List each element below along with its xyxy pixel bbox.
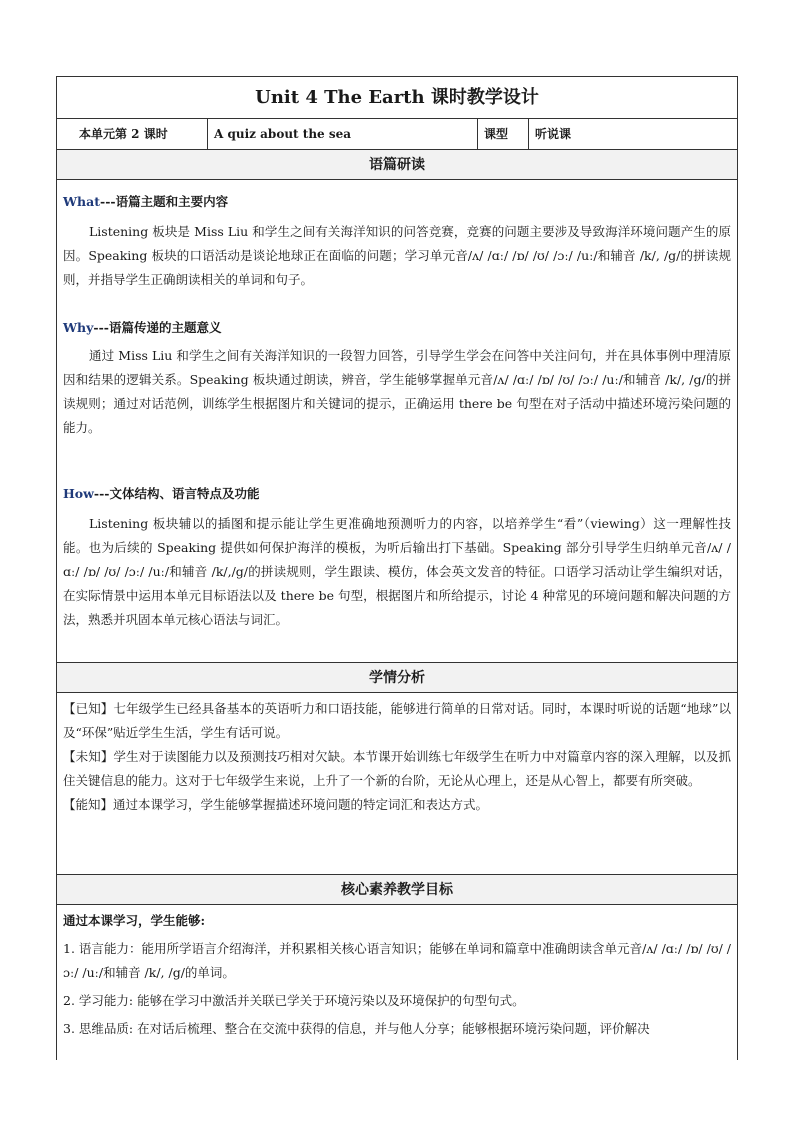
unknown-paragraph: 【未知】学生对于读图能力以及预测技巧相对欠缺。本节课开始训练七年级学生在听力中对篇章内容的深入理解，以及抓住关键信息的能力。这对于七年级学生来说，上升了一个新的台阶，无论从心理上，还是从心智上，都要有所突破。: [63, 749, 731, 788]
goal-item-1: 1. 语言能力：能用所学语言介绍海洋，并积累相关核心语言知识；能够在单词和篇章中准确朗读含单元音/ʌ/ /ɑː/ /ɒ/ /ʊ/ /ɔː/ /uː/和辅音 /k/, /g/的单词。: [63, 941, 731, 980]
section-heading-core-goals: 核心素养教学目标: [57, 875, 737, 905]
section-heading-text-study: 语篇研读: [57, 150, 737, 180]
text-study-body: [57, 180, 737, 663]
goal-item-2: 2. 学习能力: 能够在学习中激活并关联已学关于环境污染以及环境保护的句型句式。: [63, 993, 525, 1008]
able-paragraph: 【能知】通过本课学习，学生能够掌握描述环境问题的特定词汇和表达方式。: [63, 797, 489, 812]
goal-item-3: 3. 思维品质: 在对话后梳理、整合在交流中获得的信息，并与他人分享；能够根据环境污染问题，评价解决: [63, 1021, 650, 1036]
learner-analysis-body: [57, 693, 737, 875]
section-heading-learner-analysis: 学情分析: [57, 663, 737, 693]
why-paragraph: 通过 Miss Liu 和学生之间有关海洋知识的一段智力回答，引导学生学会在问答中关注问句，并在具体事例中理清原因和结果的逻辑关系。Speaking 板块通过朗读，辨音，学生能够掌握单元音/ʌ/ /ɑː/ /ɒ/ /ʊ/ /ɔː/ /uː/和辅音 /k/, /g/的拼读规则；通过对话范例，训练学生根据图片和关键词的提示，正确运用 there be 句型在对子活动中描述环境污染问题的能力。: [63, 348, 731, 435]
how-paragraph: Listening 板块辅以的插图和提示能让学生更准确地预测听力的内容，以培养学生“看”（viewing）这一理解性技能。也为后续的 Speaking 提供如何保护海洋的模板，为听后输出打下基础。Speaking 部分引导学生归纳单元音/ʌ/ /ɑː/ /ɒ/ /ʊ/ /ɔː/ /uː/和辅音 /k/,/g/的拼读规则，学生跟读、模仿，体会英文发音的特征。口语学习活动让学生编织对话，在实际情景中运用本单元目标语法以及 there be 句型，根据图片和所给提示，讨论 4 种常见的环境问题和解决问题的方法，熟悉并巩固本单元核心语法与词汇。: [63, 516, 731, 627]
meta-row: [57, 119, 737, 150]
what-subheading: What---语篇主题和主要内容: [63, 194, 229, 209]
core-goals-body: [57, 905, 737, 1060]
period-cell: 本单元第 2 课时: [57, 119, 208, 149]
known-paragraph: 【已知】七年级学生已经具备基本的英语听力和口语技能，能够进行简单的日常对话。同时，本课时听说的话题“地球”以及“环保”贴近学生生活，学生有话可说。: [63, 701, 731, 740]
document-title: Unit 4 The Earth 课时教学设计: [57, 77, 737, 119]
lesson-type-label: 课型: [478, 119, 529, 149]
lesson-type-value: 听说课: [535, 127, 572, 141]
what-paragraph: Listening 板块是 Miss Liu 和学生之间有关海洋知识的问答竞赛，竞赛的问题主要涉及导致海洋环境问题产生的原因。Speaking 板块的口语活动是谈论地球正在面临的问题；学习单元音/ʌ/ /ɑː/ /ɒ/ /ʊ/ /ɔː/ /uː/和辅音 /k/, /g/的拼读规则，并指导学生正确朗读相关的单词和句子。: [63, 224, 731, 287]
how-subheading: How---文体结构、语言特点及功能: [63, 486, 260, 501]
lesson-title-cell: A quiz about the sea: [208, 119, 478, 149]
why-subheading: Why---语篇传递的主题意义: [63, 320, 222, 335]
goals-intro: 通过本课学习，学生能够:: [63, 913, 206, 928]
lesson-plan-table: [56, 76, 738, 1060]
